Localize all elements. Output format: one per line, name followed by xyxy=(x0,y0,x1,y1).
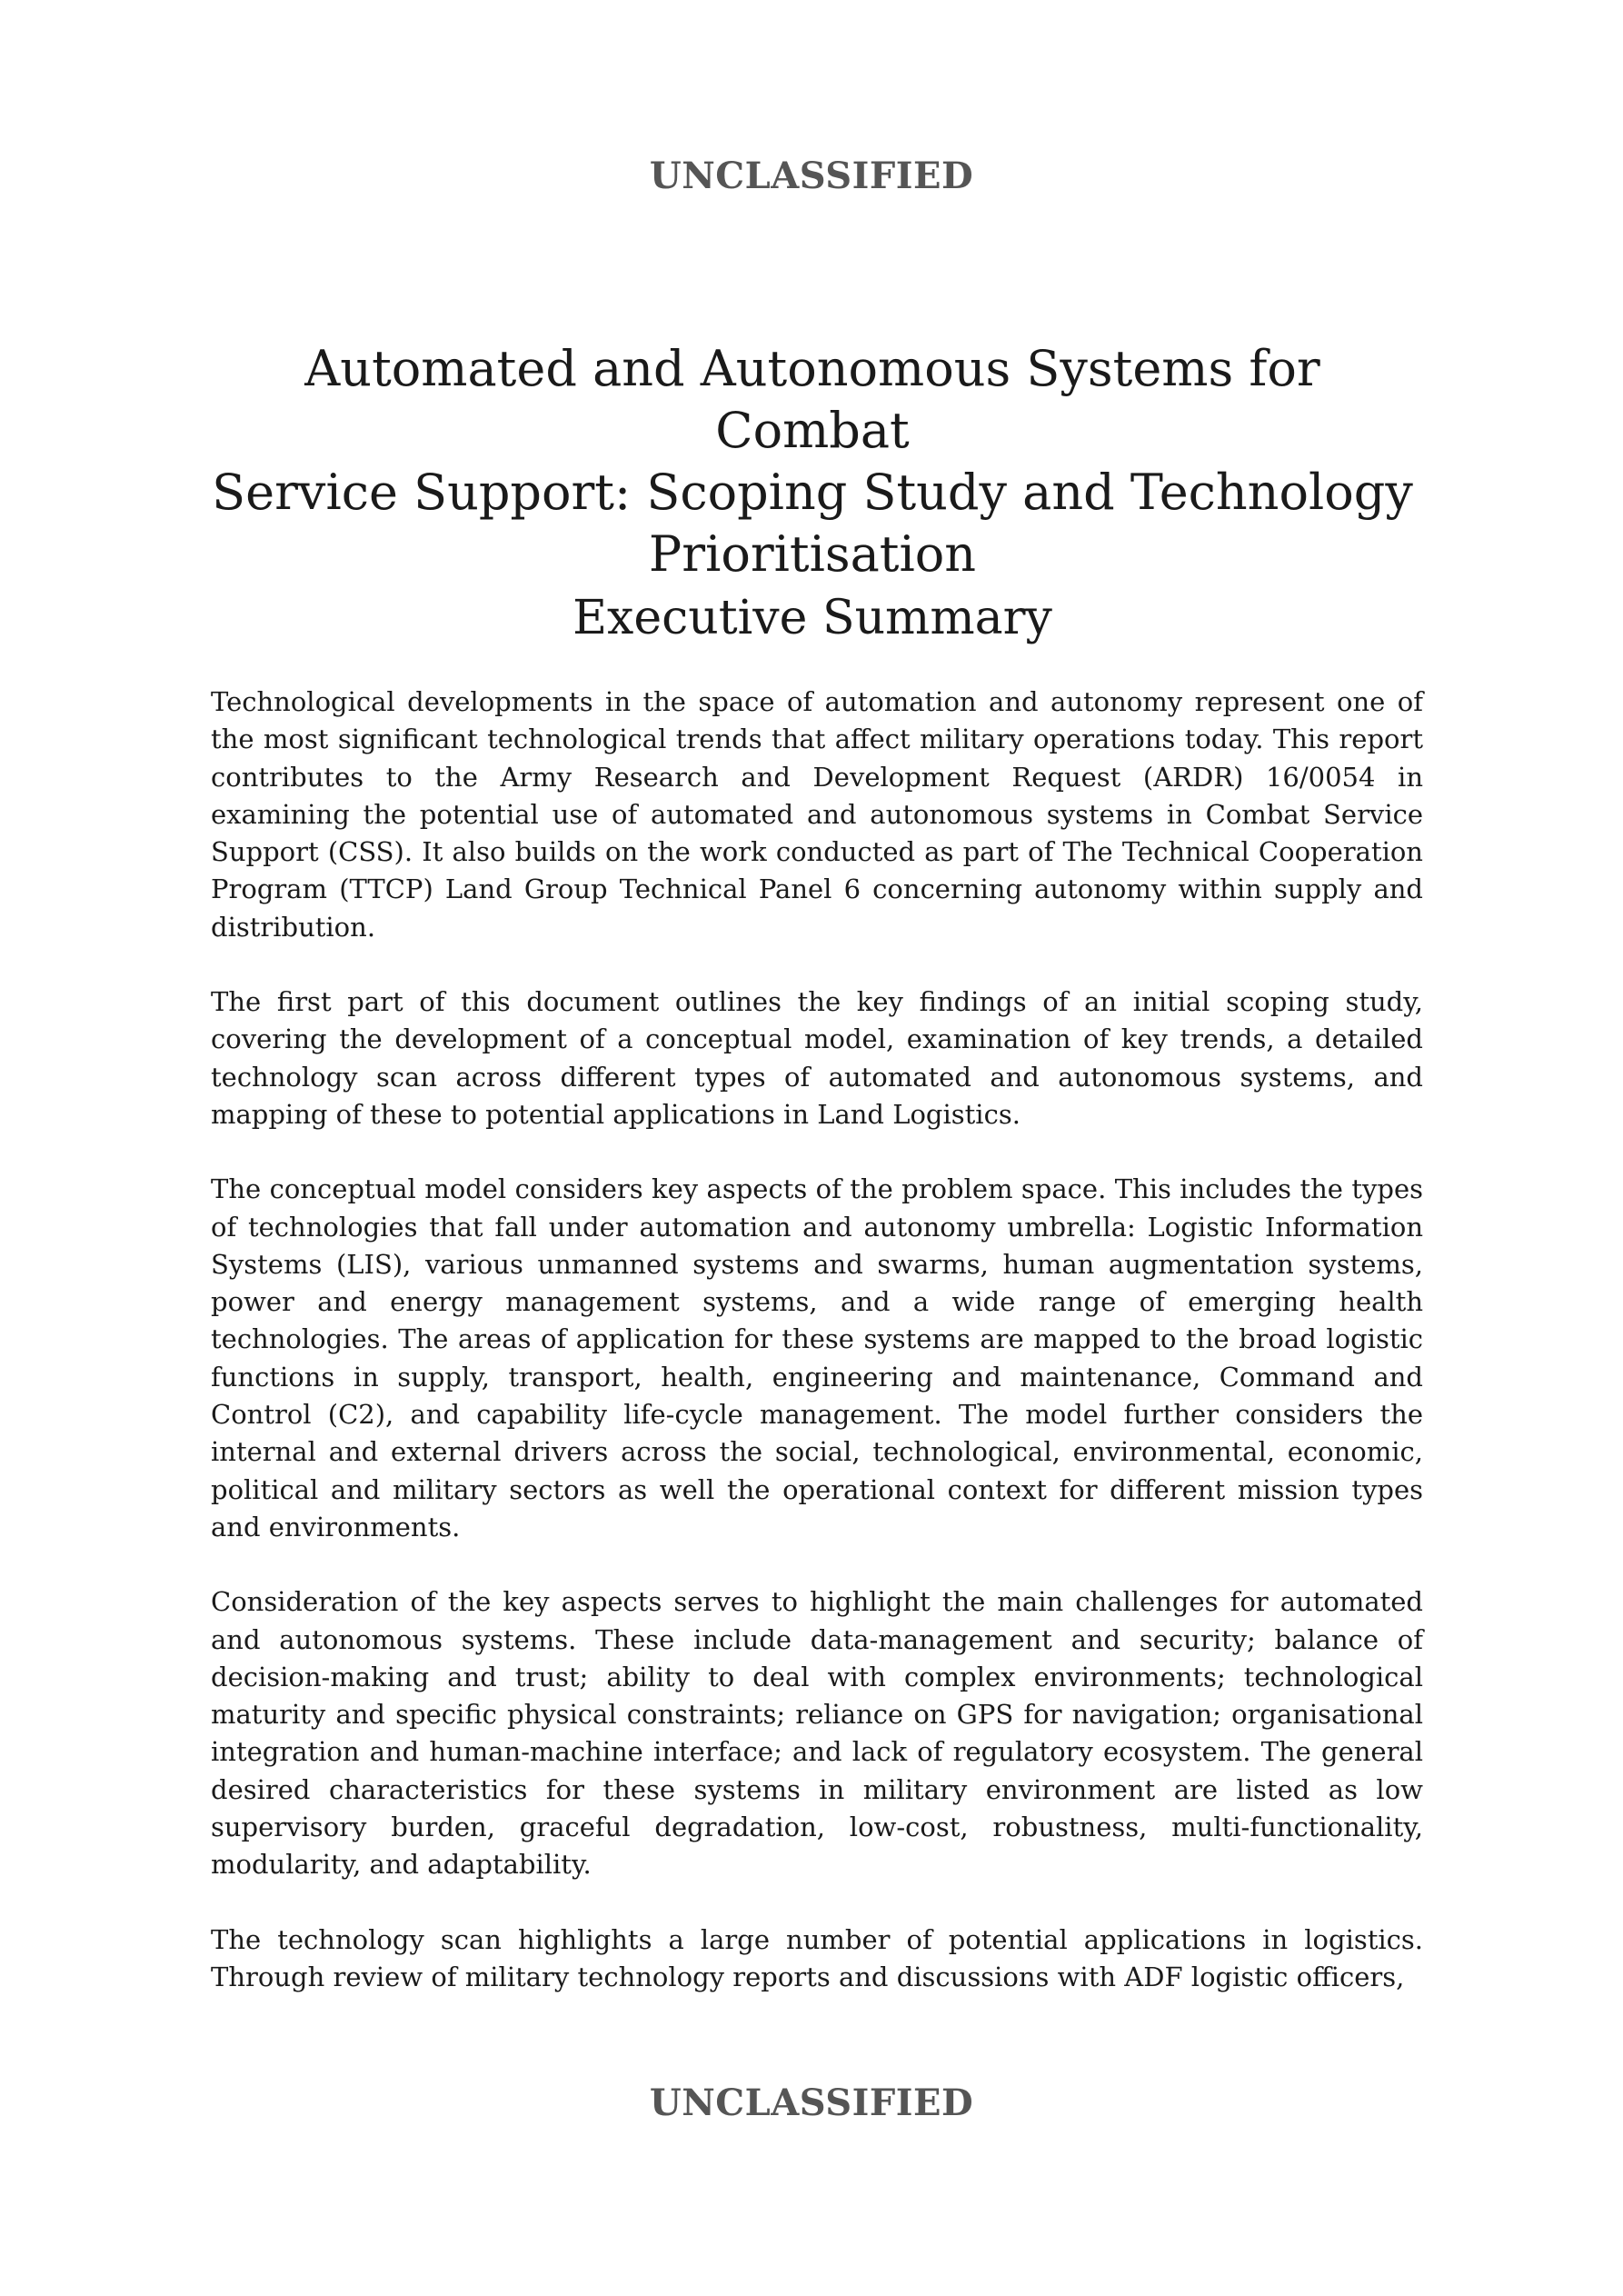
paragraph: The first part of this document outlines the key findings of an initial scoping study, covering the development of a conceptual model, examination of key trends, a detailed technology scan across different types of automated and autonomous systems, and mapping of these to potential applications in Land Logistics. xyxy=(211,986,1423,1130)
paragraph: Consideration of the key aspects serves to highlight the main challenges for automated and autonomous systems. These include data-management and security; balance of decision-making and trust; ability to deal with complex environments; technological maturity and specific physical constraints; reliance on GPS for navigation; organisational integration and human-machine interface; and lack of regulatory ecosystem. The general desired characteristics for these systems in military environment are listed as low supervisory burden, graceful degradation, low-cost, robustness, multi-functionality, modularity, and adaptability. xyxy=(211,1586,1423,1881)
paragraph: Technological developments in the space of automation and autonomy represent one of the most significant technological trends that affect military operations today. This report contributes to the Army Research and Development Request (ARDR) 16/0054 in examining the potential use of automated and autonomous systems in Combat Service Support (CSS). It also builds on the work conducted as part of The Technical Cooperation Program (TTCP) Land Group Technical Panel 6 concerning autonomy within supply and distribution. xyxy=(211,686,1423,943)
classification-marking-top: UNCLASSIFIED xyxy=(649,155,974,197)
title-line: Service Support: Scoping Study and Technology xyxy=(212,464,1413,521)
paragraph: The conceptual model considers key aspects of the problem space. This includes the types of technologies that fall under automation and autonomy umbrella: Logistic Information Systems (LIS), various unmanned systems and swarms, human augmentation systems, power and energy management systems, and a wide range of emerging health technologies. The areas of application for these systems are mapped to the broad logistic functions in supply, transport, health, engineering and maintenance, Command and Control (C2), and capability life-cycle management. The model further considers the internal and external drivers across the social, technological, environmental, economic, political and military sectors as well the operational context for different mission types and environments. xyxy=(211,1173,1423,1542)
classification-marking-bottom: UNCLASSIFIED xyxy=(649,2081,974,2124)
title-line: Prioritisation xyxy=(648,525,977,583)
title-line: Automated and Autonomous Systems for Combat xyxy=(304,340,1320,459)
paragraph: The technology scan highlights a large number of potential applications in logistics. Through review of military technology reports and discussions with ADF logistic officers, xyxy=(211,1923,1423,1992)
document-title xyxy=(211,338,1414,585)
body-text xyxy=(211,684,1423,2033)
section-heading: Executive Summary xyxy=(573,591,1052,645)
